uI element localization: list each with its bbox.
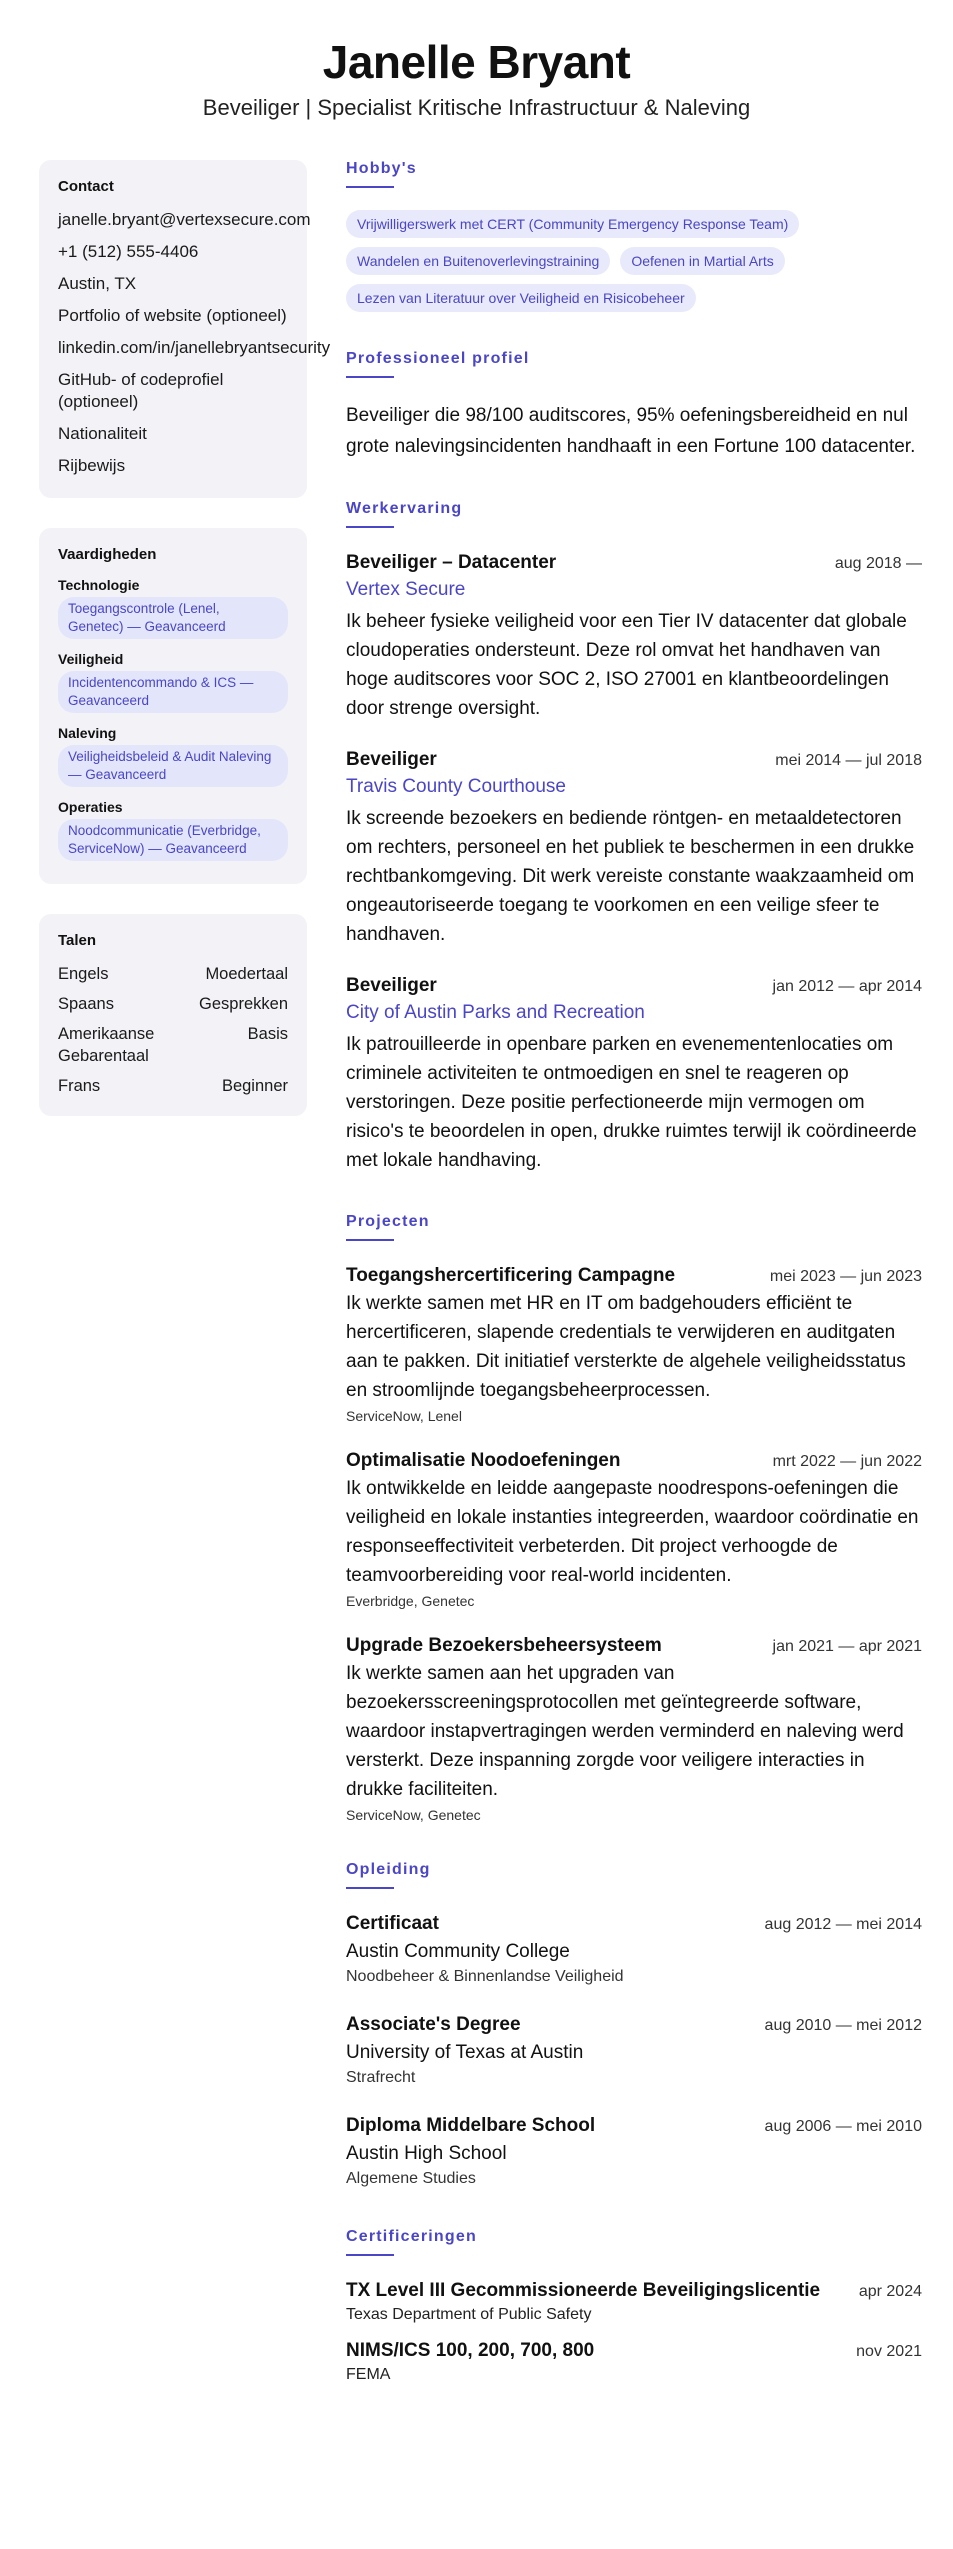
job-title: Beveiliger – Datacenter [346,552,557,573]
language-row [58,993,288,1015]
contact-card [39,160,331,498]
project-description: Ik werkte samen met HR en IT om badgehouders efficiënt te hercertificeren, slapende credentials te verwijderen en auditgaten aan te pakken. Dit initiatief versterkte de algehele veiligheidsstatus en stroomlijnde toegangsbeheerprocessen. [346,1293,906,1401]
project-description: Ik werkte samen aan het upgraden van bezoekersscreeningsprotocollen met geïntegreerde software, waardoor instapvertragingen werden verminderd en naleving werd versterkt. Deze inspanning zorgde voor veiligere interacties in drukke faciliteiten. [346,1663,904,1800]
degree-name: Diploma Middelbare School [346,2115,596,2136]
resume-header [0,0,953,122]
certification-date: nov 2021 [856,2343,922,2360]
language-row [58,1075,288,1097]
profile-section [346,350,922,462]
experience-section [346,500,922,1175]
hobbies-title: Hobby's [346,160,417,177]
job-employer: Travis County Courthouse [346,776,567,797]
candidate-name: Janelle Bryant [322,36,631,88]
skill-category: Operaties [58,799,123,815]
project-name: Optimalisatie Noodoefeningen [346,1450,621,1471]
language-level: Moedertaal [205,965,288,983]
project-entry [346,1448,922,1609]
study-field: Algemene Studies [346,2170,476,2187]
education-title: Opleiding [346,1861,431,1878]
school-name: Austin High School [346,2143,507,2164]
certification-date: apr 2024 [858,2283,922,2300]
language-row [58,963,288,985]
language-row [58,1023,288,1067]
certifications-section [346,2228,922,2386]
certifications-title: Certificeringen [346,2228,477,2245]
profile-title: Professioneel profiel [346,350,530,367]
language-level: Basis [247,1025,288,1043]
study-field: Strafrecht [346,2069,416,2086]
projects-title: Projecten [346,1213,430,1230]
project-entry [346,1633,922,1823]
project-date: mei 2023 — jun 2023 [769,1268,922,1285]
project-description: Ik ontwikkelde en leidde aangepaste noodrespons-oefeningen die veiligheid en lokale instanties integreerden, waardoor coördinatie en responseeffectiviteit verbeterden. Dit project verhoogde de teamvoorbereiding voor real-world incidenten. [346,1478,919,1586]
project-tech: Everbridge, Genetec [346,1593,475,1609]
education-entry [346,1911,922,1988]
project-tech: ServiceNow, Genetec [346,1807,481,1823]
skill-group [58,725,288,787]
candidate-subtitle: Beveiliger | Specialist Kritische Infrastructuur & Naleving [202,95,751,120]
project-name: Toegangshercertificering Campagne [346,1265,676,1286]
language-name: Spaans [58,995,114,1013]
language-name: Frans [58,1077,101,1095]
certification-name: TX Level III Gecommissioneerde Beveiligingslicentie [346,2280,821,2301]
education-entry [346,2012,922,2089]
education-date: aug 2006 — mei 2010 [764,2118,922,2135]
skill-category: Naleving [58,725,117,741]
languages-title: Talen [58,932,97,949]
degree-name: Certificaat [346,1913,439,1934]
skill-pill: Toegangscontrole (Lenel, Genetec) — Geavanceerd [58,597,288,639]
section-divider [346,526,394,528]
job-description: Ik patrouilleerde in openbare parken en evenementenlocaties om criminele activiteiten te ontmoedigen en snel te reageren op verstoringen. Deze positie perfectioneerde mijn vermogen om risico's te beoordelen in open, drukke ruimtes terwijl ik coördineerde met lokale handhaving. [346,1034,917,1171]
education-entry [346,2113,922,2190]
job-description: Ik screende bezoekers en bediende röntgen- en metaaldetectoren om rechters, personeel en het publiek te beschermen in een drukke rechtbankomgeving. Dit werk vereiste constante waakzaamheid om ongeautoriseerde toegang te voorkomen en een veilige sfeer te handhaven. [346,808,915,945]
hobby-tag: Vrijwilligerswerk met CERT (Community Emergency Response Team) [346,210,799,238]
certification-entry [346,2278,922,2326]
section-divider [346,1239,394,1241]
language-level: Beginner [221,1077,288,1095]
contact-phone[interactable]: +1 (512) 555-4406 [58,242,199,261]
project-date: mrt 2022 — jun 2022 [772,1453,922,1470]
experience-entry [346,550,922,723]
profile-summary: Beveiliger die 98/100 auditscores, 95% oefeningsbereidheid en nul grote nalevingsincidenten handhaaft in een Fortune 100 datacenter. [346,405,916,457]
certification-entry [346,2338,922,2386]
certification-issuer: FEMA [346,2366,391,2383]
hobby-tag: Wandelen en Buitenoverlevingstraining [346,247,610,275]
education-date: aug 2012 — mei 2014 [764,1916,922,1933]
skill-category: Veiligheid [58,651,124,667]
left-column [39,160,331,1146]
contact-location: Austin, TX [58,274,137,293]
skill-category: Technologie [58,577,140,593]
hobbies-section [346,160,922,312]
certification-name: NIMS/ICS 100, 200, 700, 800 [346,2340,595,2361]
skill-pill: Veiligheidsbeleid & Audit Naleving — Geavanceerd [58,745,288,787]
contact-linkedin[interactable]: linkedin.com/in/janellebryantsecurity [58,338,331,357]
school-name: Austin Community College [346,1941,570,1962]
language-name: Amerikaanse Gebarentaal [58,1025,155,1065]
job-date: mei 2014 — jul 2018 [775,752,922,769]
skill-group [58,651,288,713]
job-date: jan 2012 — apr 2014 [772,978,922,995]
section-divider [346,376,394,378]
experience-entry [346,747,922,949]
hobby-list [346,210,922,312]
job-title: Beveiliger [346,975,437,996]
contact-github: GitHub- of codeprofiel (optioneel) [58,370,224,411]
project-date: jan 2021 — apr 2021 [772,1638,922,1655]
skill-group [58,799,288,861]
contact-license: Rijbewijs [58,456,126,475]
contact-title: Contact [58,178,114,195]
hobby-tag: Lezen van Literatuur over Veiligheid en Risicobeheer [346,284,696,312]
job-date: aug 2018 — [834,555,922,572]
certification-issuer: Texas Department of Public Safety [346,2306,592,2323]
job-employer: City of Austin Parks and Recreation [346,1002,645,1023]
skill-pill: Noodcommunicatie (Everbridge, ServiceNow) — Geavanceerd [58,819,288,861]
section-divider [346,186,394,188]
contact-email[interactable]: janelle.bryant@vertexsecure.com [58,210,311,229]
degree-name: Associate's Degree [346,2014,521,2035]
projects-section [346,1213,922,1823]
school-name: University of Texas at Austin [346,2042,584,2063]
education-date: aug 2010 — mei 2012 [764,2017,922,2034]
language-level: Gesprekken [199,995,288,1013]
skill-group [58,577,288,639]
project-entry [346,1263,922,1424]
contact-nationality: Nationaliteit [58,424,147,443]
language-name: Engels [58,965,109,983]
job-description: Ik beheer fysieke veiligheid voor een Tier IV datacenter dat globale cloudoperaties ondersteunt. Deze rol omvat het handhaven van hoge auditscores voor SOC 2, ISO 27001 en klantbeoordelingen door strenge oversight. [346,611,907,719]
study-field: Noodbeheer & Binnenlandse Veiligheid [346,1968,624,1985]
job-employer: Vertex Secure [346,579,466,600]
experience-entry [346,973,922,1175]
project-tech: ServiceNow, Lenel [346,1408,462,1424]
skill-pill: Incidentencommando & ICS — Geavanceerd [58,671,288,713]
right-column [346,160,922,2386]
contact-portfolio: Portfolio of website (optioneel) [58,306,287,325]
experience-title: Werkervaring [346,500,463,517]
job-title: Beveiliger [346,749,437,770]
education-section [346,1861,922,2190]
languages-card [39,914,307,1116]
section-divider [346,2254,394,2256]
project-name: Upgrade Bezoekersbeheersysteem [346,1635,662,1656]
section-divider [346,1887,394,1889]
skills-card [39,528,307,884]
hobby-tag: Oefenen in Martial Arts [620,247,784,275]
skills-title: Vaardigheden [58,546,157,563]
